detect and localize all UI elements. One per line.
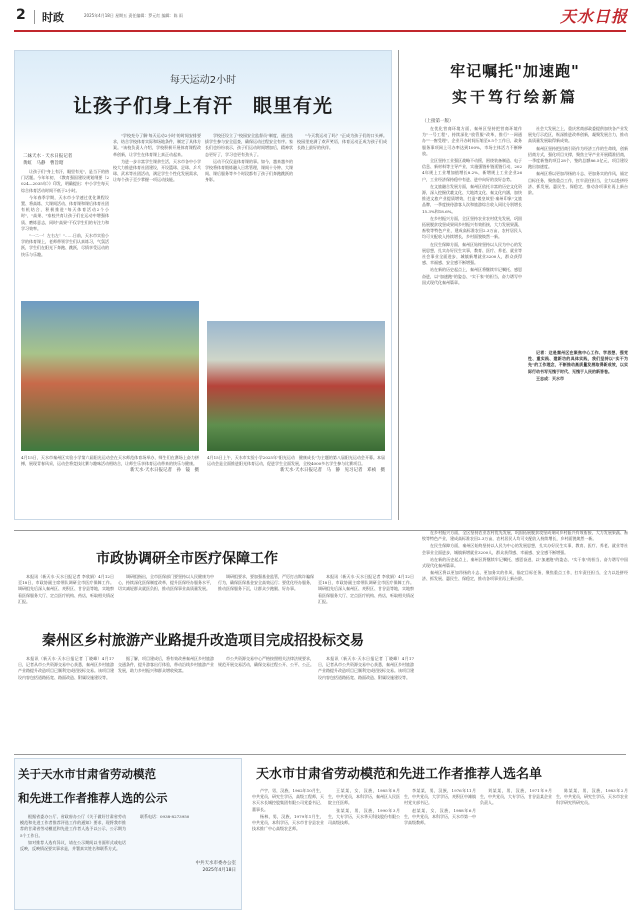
city-headline: 市政协调研全市医疗保障工作 — [96, 551, 278, 567]
sports-photo-2 — [207, 321, 385, 451]
paragraph: 在民生保障方面，秦州区始终坚持以人民为中心的发展思想，扎实办好民生实事，教育、医疗、养老、就业等社会事业全面进步，城镇新增就业3200人，群众获得感、幸福感、安全感不断增强。 — [422, 241, 522, 266]
page-number: 2 — [16, 7, 26, 23]
paragraph: 在乡村振兴方面，全区坚持农业农村优先发展，巩固拓展脱贫攻坚成果同乡村振兴有效衔接，大力发展果蔬、畜牧等特色产业，建成高标准农田2.3万亩，农村居民人均可支配收入持续增长，乡村面貌焕然一新。 — [422, 530, 628, 542]
paragraph: "今天我运动了吗？"正成为孩子们的口头禅。校园里充满了欢声笑语，体育运动正成为孩子们成长路上最好的伙伴。 — [297, 133, 387, 151]
list-item: 刘某某，男，汉族，1971年9月生，中共党员，大专学历，甘谷县某企业负责人。 — [480, 788, 552, 806]
rural-headline: 秦州区乡村旅游产业路提升改造项目完成招投标交易 — [42, 633, 364, 649]
namelist-col-5 — [556, 788, 628, 910]
editor-note — [528, 350, 628, 520]
paragraph: 让孩子们"身上有汗，眼里有光"，是当下的热门话题。今年年初，《教育强国建设规划纲要（2024—2035年）》印发，明确提出：中小学生每天综合体育活动时间不低于2小时。 — [21, 169, 109, 193]
header-rule — [14, 30, 626, 32]
feature-headline: 让孩子们身上有汗 眼里有光 — [72, 95, 333, 117]
list-item: 赵某某，女，汉族，1988年6月生，中共党员，本科学历，天水市第一中学高级教师。 — [404, 807, 476, 826]
paragraph: 运动不仅仅是体育课的事。如今，越来越多的学校将体育锻炼融入日常管理，课间十分钟、大课间、课后服务等多个时段都有了孩子们奔跑跳跃的身影。 — [205, 158, 293, 183]
photo-credit: 新天水·天水日报记者 马 静 见习记者 邓祯 摄 — [280, 468, 385, 474]
right-headline-1: 牢记嘱托"加速跑" — [450, 62, 580, 80]
city-col-2 — [118, 574, 214, 620]
namelist-col-1 — [252, 788, 324, 910]
section-divider — [14, 754, 626, 755]
paragraph: 全区坚持工业强区战略不动摇，围绕装备制造、电子信息、新材料等主导产业，实施强链补链延链行动，2024年规上工业增加值增长8.2%，新增规上工业企业26户，工业经济保持稳中有进、进中向好的良好态势。 — [422, 158, 522, 182]
paragraph: 站在新的历史起点上，秦州区将继续牢记嘱托、感恩奋进，以"加速跑"的姿态、"实干家"的担当，奋力谱写中国式现代化秦州篇章。 — [422, 267, 522, 285]
notice-headline-2: 和先进工作者推荐人选的公示 — [18, 791, 168, 805]
list-item: 李某某，男，汉族，1976年11月生，中共党员，大学学历，麦积区中滩镇村党支部书记。 — [404, 788, 476, 806]
paragraph: 学校还设立了"校园安全监督员"制度，通过选拔学生参与安全巡查，确保运动过程安全有序。家长们也纷纷表示，孩子们运动时间增加后，精神状态更好了，学习也更有劲头了。 — [205, 133, 293, 157]
right-col-1 — [422, 126, 522, 526]
namelist-col-2 — [328, 788, 400, 910]
photo-caption-1 — [21, 455, 199, 501]
paragraph: 秦州区将以更加昂扬的斗志、更加务实的作风，锚定目标任务，聚焦重点工作，扛牢责任担当，全力以赴拼经济、抓发展、惠民生、保稳定，推动各项事业再上新台阶。 — [528, 171, 628, 196]
continued-note: （上接第一版） — [422, 119, 454, 124]
photo-caption-2 — [207, 455, 385, 501]
paragraph: 本报讯（新天水·天水日报记者 李欣娟）4月12日至18日，市政协副主席带队调研全市医疗保障工作。调研组先后深入秦州区、麦积区、甘谷县等地，实地察看医保服务大厅、定点医疗机构、药店，听取相关情况汇报。 — [18, 574, 114, 604]
paragraph: "学校充分了解'每天运动2小时'的时间安排要求，结合学校体育实际和场地条件，制定了具体方案。"该校负责人介绍，学校积极开展体育课程改革创新，让学生在体育课上真正动起来。 — [113, 133, 201, 157]
right-col-2 — [528, 126, 628, 346]
photo-credit: 新天水·天水日报记者 孙 镜 摄 — [130, 468, 199, 474]
contact-line: 联系电话：0938-8273950 — [140, 814, 190, 819]
paragraph: 在乡村振兴方面，全区坚持农业农村优先发展，巩固拓展脱贫攻坚成果同乡村振兴有效衔接，大力发展果蔬、畜牧等特色产业，建成高标准农田2.3万亩，农村居民人均可支配收入持续增长，乡村面貌焕然一新。 — [422, 215, 522, 240]
notice-col-2 — [132, 814, 236, 906]
paragraph: 站在新的历史起点上，秦州区将继续牢记嘱托、感恩奋进，以"加速跑"的姿态、"实干家"的担当，奋力谱写中国式现代化秦州篇章。 — [422, 556, 628, 569]
paragraph: 社会大发展之上，重庆营商部政委提供加快各产业发展先行示范区，纵深推进改革创新，凝聚发展合力，推动高质量发展取得新成效。 — [528, 126, 628, 144]
feature-byline — [23, 153, 72, 167]
list-item: 卢宇，男，汉族，1962年10月生，中共党员，研究生学历，高级工程师，天水天水长城控股集团有限公司党委书记、董事长。 — [252, 788, 324, 812]
paragraph: 秦州区坚持把招商引资作为经济工作的生命线，创新招商方式，强化项目支撑，聚焦主导产业开展精准招商，一季度新签约项目28个，签约总额86.5亿元，项目建设跑出加速度。 — [528, 145, 628, 170]
paragraph: 王志成：天水市 — [536, 375, 564, 381]
column-divider — [398, 50, 399, 520]
list-item: 陈某某，男，汉族，1983年2月生，中共党员，研究生学历，天水市农业科学研究所研究员。 — [556, 788, 628, 806]
date-line: 2025年4月18日 星期五 责任编辑：罗元红 编辑：陈 雨 — [84, 13, 183, 18]
rural-col-3 — [218, 656, 314, 746]
paragraph: 本报讯（新天水·天水日报记者 李欣娟）4月12日至18日，市政协副主席带队调研全市医疗保障工作。调研组先后深入秦州区、麦积区、甘谷县等地，实地察看医保服务大厅、定点医疗机构、药店，听取相关情况汇报。 — [318, 574, 414, 604]
caption-text: 4月15日上午，天水市实验小学2025年"阳光运动 健康成长"为主题的第八届阳光运动会开幕。本届运动会是全面推进阳光体育运动，促进学生全面发展，全校4000多名学生参与比赛项目。 — [207, 455, 385, 467]
paragraph: 如对推荐人选有异议，请在公示期间以书面形式或电话反映，反映情况要实事求是，并署真实姓名和联系方式。 — [20, 839, 126, 852]
paragraph: 据了解，项目建成后，将有效改善秦州区乡村旅游交通条件，提升游客出行体验，带动沿线乡村旅游产业发展，助力乡村振兴和群众增收致富。 — [118, 656, 214, 674]
city-col-4 — [318, 574, 414, 620]
paragraph: 在优化营商环境方面，秦州区坚持把营商环境作为"一号工程"，持续深化"放管服"改革，推行"一网通办""一窗受理"，企业开办时间压缩至0.5个工作日，政务服务事项网上可办率达到100%，市场主体活力不断释放。 — [422, 126, 522, 156]
byline-line: 黄虹 马静 曹旨昭 — [23, 161, 64, 166]
paragraph: 本报讯（新天水·天水日报记者 丁晓峰）4月17日，记者从市公共资源交易中心获悉，秦州区乡村旅游产业路提升改造项目已顺利完成招投标交易。该项目建设内容包括道路拓宽、路面改造、附属设施建设等。 — [18, 656, 114, 680]
section-name: 时政 — [42, 11, 64, 24]
byline-line: 二妹天水 · 天水日报记者 — [23, 154, 73, 159]
paragraph: 调研组指出，全市医保部门要坚持以人民健康为中心，持续深化医保制度改革，提升医保经办服务水平，切实减轻群众就医负担，推动医保事业高质量发展。 — [118, 574, 214, 592]
list-item: 杨林，男，汉族，1979年1月生，中共党员，本科学历，天水市甘谷县农业技术推广中心高级农艺师。 — [252, 813, 324, 832]
paragraph: 为进一步丰富学生课余生活，天水市各中小学校大力推进体育社团建设，开设篮球、足球、乒乓球、武术等社团活动，满足学生个性化发展需求，让每个孩子至少掌握一项运动技能。 — [113, 158, 201, 183]
rural-col-2 — [118, 656, 214, 746]
paragraph: 调研组要求，要加强基金监管，严厉打击欺诈骗保行为，确保医保基金安全高效运行；要优化经办服务，推动医保服务下沉，让群众少跑腿、好办事。 — [218, 574, 314, 592]
paragraph: 在民生保障方面，秦州区始终坚持以人民为中心的发展思想，扎实办好民生实事，教育、医疗、养老、就业等社会事业全面进步，城镇新增就业3200人，群众获得感、幸福感、安全感不断增强。 — [422, 543, 628, 555]
paragraph: 今年春季学期，天水市小学速过优化课程设置、将高练、大课间活动、体育课和课后体育社团有机结合，积极推进"每天体育活动2个小时"，"高果、"家校共育让孩子们在运动中增强体质、磨炼意志，同时"高果"不仅学生们的专注力和学习效率。 — [21, 194, 109, 231]
feature-kicker: 每天运动2小时 — [169, 75, 237, 86]
header-divider — [34, 10, 35, 24]
notice-col-1 — [20, 814, 126, 906]
lower-right-text — [422, 530, 628, 750]
notice-signature: 中共天水市委办公室 — [195, 861, 236, 867]
right-headline-2: 实干笃行绘新篇 — [451, 88, 578, 106]
namelist-headline: 天水市甘肃省劳动模范和先进工作者推荐人选名单 — [256, 767, 543, 782]
paragraph: 记者：这是秦州区在聚焦中心工作、学思想、强党性、重实践、建新功的具体实践，我们坚持以"实干为先"的工作理念，不断推动高质量发展取得新成效，以实际行动书写无愧于时代、无愧于人民的新答卷。 — [528, 350, 628, 374]
paragraph: 根据省委办公厅、省政府办公厅《关于做好甘肃省劳动模范和先进工作者推荐评选工作的通知》要求，现将我市推荐的甘肃省劳动模范和先进工作者人选予以公示，公示期为5个工作日。 — [20, 814, 126, 838]
notice-headline-1: 关于天水市甘肃省劳动模范 — [18, 767, 156, 781]
namelist-col-3 — [404, 788, 476, 910]
list-item: 王某某，女，汉族，1985年8月生，中共党员，本科学历，秦州区人民医院主任医师。 — [328, 788, 400, 806]
feature-article — [14, 50, 392, 520]
city-col-1 — [18, 574, 114, 620]
caption-text: 4月15日，天水市秦州区实验小学第六届阳光运动会在天水师范体育场举办，师生们在赛场上奋力拼搏，展现青春风采，运动会将竞技比赛与趣味活动相结合，让师生乐享体育运动带来的快乐与健康。 — [21, 455, 199, 467]
paragraph: 在文旅融合发展方面，秦州区依托丰富的历史文化资源，深入挖掘伏羲文化、大地湾文化、秦文化内涵，加快推进文旅产业提质增效，打造"羲皇故里·秦州印象"文旅品牌，一季度接待游客人次和旅游综合收入同比分别增长15.3%和18.6%。 — [422, 183, 522, 214]
notice-date: 2025年4月18日 — [202, 868, 236, 874]
namelist-col-4 — [480, 788, 552, 910]
newspaper-logo: 天水日报 — [559, 7, 628, 26]
paragraph: "一二一！左右左！"……日前，天水市实验小学的体育课上，老师带领学生们认真练习，气氛活跃，学生们在阳光下奔跑、跳跃，尽情享受运动的快乐与乐趣。 — [21, 233, 109, 257]
list-item: 张某某，男，汉族，1990年3月生，大专学历，天水华天科技股份有限公司高级技师。 — [328, 807, 400, 826]
paragraph: 市公共资源交易中心严格按照相关法律法规要求，规范开展交易活动，确保交易过程公开、公平、公正。 — [218, 656, 314, 668]
rural-col-4 — [318, 656, 414, 746]
paragraph: 本报讯（新天水·天水日报记者 丁晓峰）4月17日，记者从市公共资源交易中心获悉，秦州区乡村旅游产业路提升改造项目已顺利完成招投标交易。该项目建设内容包括道路拓宽、路面改造、附属设施建设等。 — [318, 656, 414, 680]
rural-col-1 — [18, 656, 114, 746]
sports-photo-1 — [21, 301, 199, 451]
city-col-3 — [218, 574, 314, 620]
paragraph: 秦州区将以更加昂扬的斗志、更加务实的作风，锚定目标任务，聚焦重点工作，扛牢责任担当，全力以赴拼经济、抓发展、惠民生、保稳定，推动各项事业再上新台阶。 — [422, 570, 628, 582]
